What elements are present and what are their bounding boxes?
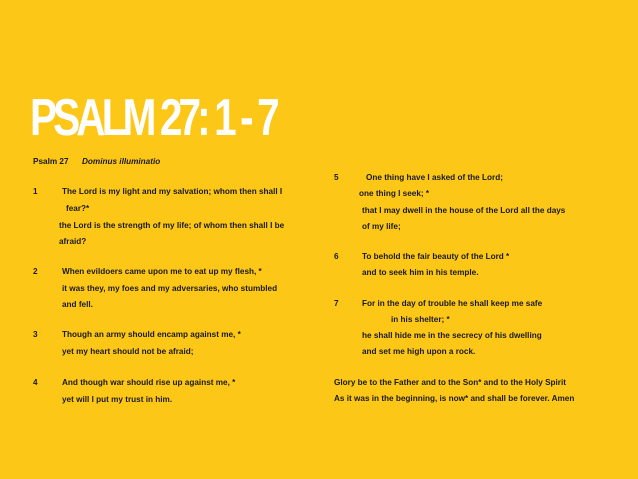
verse-5-line-2: one thing I seek; * (359, 189, 430, 198)
verse-number-7: 7 (334, 299, 339, 308)
psalm-label: Psalm 27 (33, 157, 69, 166)
gloria-line-1: Glory be to the Father and to the Son* and to the Holy Spirit (334, 378, 566, 387)
verse-1-line-2: fear?* (66, 204, 90, 213)
verse-number-4: 4 (33, 378, 38, 387)
verse-number-6: 6 (334, 252, 339, 261)
verse-1-line-1: The Lord is my light and my salvation; whom then shall I (62, 187, 283, 196)
verse-5-line-4: of my life; (362, 222, 401, 231)
verse-6-line-2: and to seek him in his temple. (362, 268, 479, 277)
verse-number-1: 1 (33, 187, 38, 196)
verse-3-line-2: yet my heart should not be afraid; (62, 347, 194, 356)
verse-1-line-4: afraid? (59, 237, 87, 246)
verse-1-line-3: the Lord is the strength of my life; of whom then shall I be (59, 221, 285, 230)
verse-7-line-2: in his shelter; * (391, 315, 450, 324)
verse-2-line-2: it was they, my foes and my adversaries, who stumbled (62, 284, 278, 293)
page-title: PSALM 27: 1 - 7 (30, 89, 276, 147)
verse-3-line-1: Though an army should encamp against me, * (62, 330, 241, 339)
verse-5-line-3: that I may dwell in the house of the Lord all the days (362, 206, 566, 215)
verse-5-line-1: One thing have I asked of the Lord; (366, 173, 503, 182)
verse-7-line-4: and set me high upon a rock. (362, 347, 476, 356)
verse-4-line-2: yet will I put my trust in him. (62, 395, 173, 404)
verse-7-line-1: For in the day of trouble he shall keep me safe (362, 299, 543, 308)
verse-number-5: 5 (334, 173, 339, 182)
verse-number-3: 3 (33, 330, 38, 339)
verse-2-line-1: When evildoers came upon me to eat up my flesh, * (62, 267, 262, 276)
verse-4-line-1: And though war should rise up against me, * (62, 378, 236, 387)
latin-title: Dominus illuminatio (82, 157, 161, 166)
verse-2-line-3: and fell. (62, 300, 93, 309)
verse-number-2: 2 (33, 267, 38, 276)
verse-6-line-1: To behold the fair beauty of the Lord * (362, 252, 510, 261)
verse-7-line-3: he shall hide me in the secrecy of his dwelling (362, 331, 542, 340)
gloria-line-2: As it was in the beginning, is now* and shall be forever. Amen (334, 394, 575, 403)
